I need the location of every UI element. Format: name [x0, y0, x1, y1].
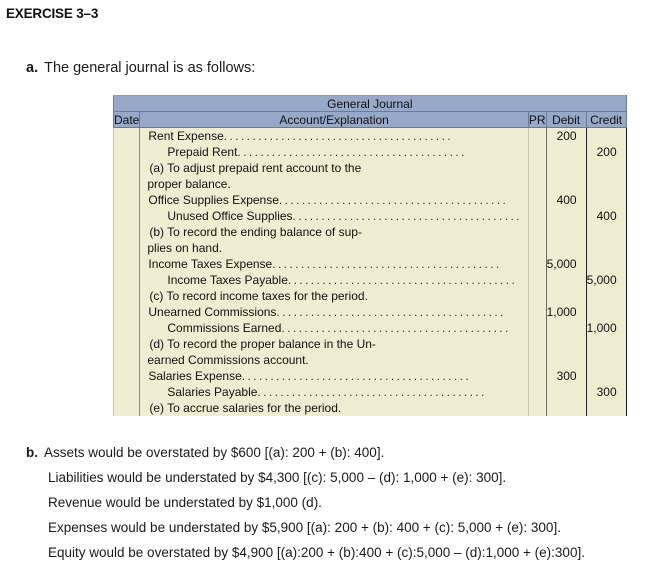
empty-line [587, 160, 626, 176]
credit-amount: 1,000 [586, 321, 617, 335]
empty-line [587, 128, 626, 144]
dot-leader: ........................................ [278, 193, 509, 207]
credit-account-line [140, 144, 528, 160]
revenue-statement: Revenue would be understated by $1,000 (d). [48, 495, 322, 510]
empty-line [547, 208, 586, 224]
empty-line [587, 304, 626, 320]
part-a-text: The general journal is as follows: [44, 60, 256, 76]
empty-line [547, 144, 586, 160]
credit-account-line [140, 320, 528, 336]
general-journal-table [113, 95, 627, 416]
entry-explanation: plies on hand. [147, 241, 223, 255]
empty-line [547, 160, 586, 176]
dot-leader: ........................................ [292, 209, 522, 223]
empty-line [547, 272, 586, 288]
account-column [140, 128, 529, 417]
dot-leader: ........................................ [287, 273, 518, 287]
debit-account-line [140, 304, 528, 320]
empty-line [547, 288, 586, 304]
dot-leader: ........................................ [272, 257, 502, 271]
account-name: Commissions Earned [167, 321, 282, 335]
date-column [114, 128, 140, 417]
empty-line [587, 352, 626, 368]
empty-line [547, 336, 586, 352]
journal-title: General Journal [114, 96, 627, 112]
entry-explanation: (e) To accrue salaries for the period. [149, 401, 342, 415]
column-header-pr: PR [528, 112, 546, 127]
credit-account-line [140, 272, 528, 288]
part-b-label: b. [26, 445, 38, 460]
entry-explanation: earned Commissions account. [147, 353, 309, 367]
account-name: Unearned Commissions [148, 305, 277, 319]
entry-explanation: (b) To record the ending balance of sup- [149, 225, 362, 239]
credit-account-line [140, 208, 528, 224]
entry-explanation: proper balance. [147, 177, 231, 191]
empty-line [587, 224, 626, 240]
debit-account-line [140, 192, 528, 208]
account-name: Income Taxes Expense [148, 257, 273, 271]
empty-line [547, 240, 586, 256]
assets-statement: Assets would be overstated by $600 [(a): 200 + (b): 400]. [44, 445, 385, 460]
part-a-label: a. [26, 60, 39, 76]
credit-column [586, 128, 626, 417]
column-header-account: Account/Explanation [140, 112, 529, 128]
entry-explanation: (d) To record the proper balance in the Un- [149, 337, 376, 351]
column-header-credit: Credit [586, 112, 626, 128]
pr-column [528, 128, 546, 417]
debit-account-line [140, 368, 528, 384]
dot-leader: ........................................ [276, 305, 506, 319]
empty-line [587, 176, 626, 192]
empty-line [547, 384, 586, 400]
account-name: Office Supplies Expense [148, 193, 279, 207]
debit-account-line [140, 128, 528, 144]
dot-leader: ........................................ [257, 385, 487, 399]
equity-statement: Equity would be overstated by $4,900 [(a):200 + (b):400 + (c):5,000 – (d):1,000 + (e):300]. [48, 545, 585, 560]
account-name: Prepaid Rent [167, 145, 238, 159]
dot-leader: ........................................ [237, 145, 467, 159]
empty-line [547, 352, 586, 368]
debit-amount: 400 [556, 193, 577, 207]
debit-column [546, 128, 586, 417]
credit-amount: 200 [596, 145, 617, 159]
account-name: Income Taxes Payable [167, 273, 288, 287]
debit-amount: 200 [556, 129, 577, 143]
entry-explanation: (c) To record income taxes for the period. [149, 289, 368, 303]
empty-line [547, 224, 586, 240]
credit-amount: 300 [596, 385, 617, 399]
empty-line [547, 400, 586, 416]
empty-line [587, 192, 626, 208]
debit-amount: 5,000 [546, 257, 577, 271]
exercise-title: EXERCISE 3–3 [6, 6, 99, 21]
empty-line [587, 256, 626, 272]
account-name: Unused Office Supplies [167, 209, 293, 223]
empty-line [587, 400, 626, 416]
dot-leader: ........................................ [241, 369, 472, 383]
credit-account-line [140, 384, 528, 400]
column-header-debit: Debit [546, 112, 586, 128]
journal-title-row [114, 96, 627, 112]
journal-body [114, 128, 627, 417]
column-header-date: Date [114, 112, 140, 127]
empty-line [547, 320, 586, 336]
empty-line [587, 288, 626, 304]
entry-explanation: (a) To adjust prepaid rent account to the [149, 161, 362, 175]
debit-account-line [140, 256, 528, 272]
debit-amount: 1,000 [546, 305, 577, 319]
empty-line [547, 176, 586, 192]
debit-amount: 300 [556, 369, 577, 383]
dot-leader: ........................................ [281, 321, 511, 335]
credit-amount: 400 [596, 209, 617, 223]
part-a-intro [26, 60, 255, 76]
empty-line [587, 368, 626, 384]
journal-header-row [114, 112, 627, 128]
empty-line [587, 240, 626, 256]
account-name: Rent Expense [148, 129, 224, 143]
part-b-answers [26, 444, 585, 569]
account-name: Salaries Expense [148, 369, 242, 383]
dot-leader: ........................................ [223, 129, 454, 143]
expenses-statement: Expenses would be understated by $5,900 [(a): 200 + (b): 400 + (c): 5,000 + (e): 300]. [48, 520, 561, 535]
credit-amount: 5,000 [586, 273, 617, 287]
part-b-line [26, 444, 585, 469]
account-name: Salaries Payable [167, 385, 258, 399]
liabilities-statement: Liabilities would be understated by $4,300 [(c): 5,000 – (d): 1,000 + (e): 300]. [48, 470, 507, 485]
empty-line [587, 336, 626, 352]
